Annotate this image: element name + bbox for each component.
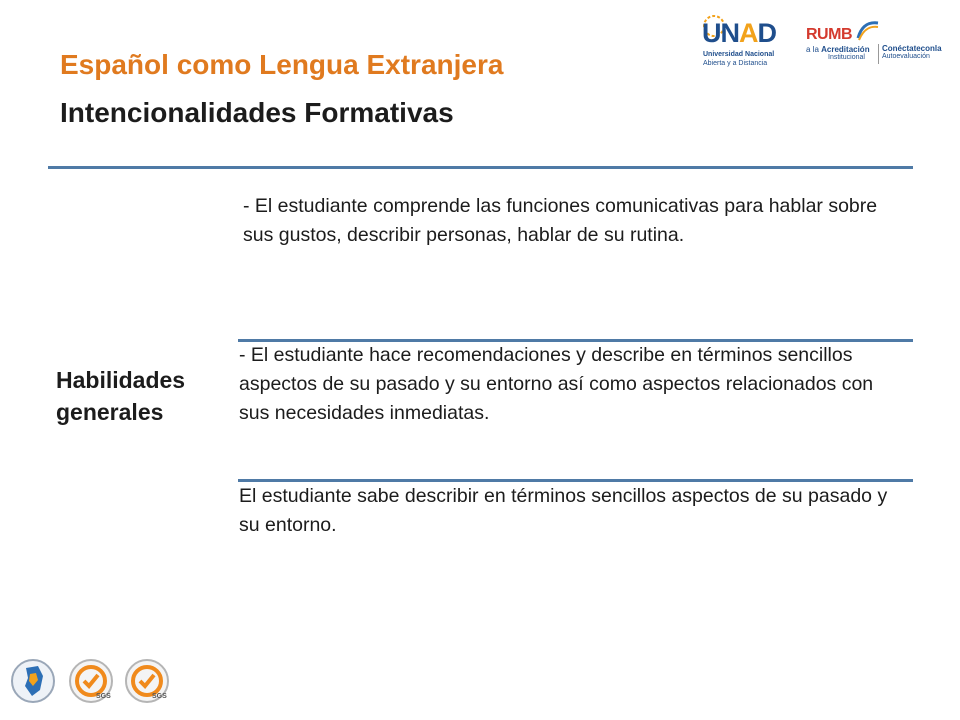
unad-name-line1: Universidad Nacional — [703, 51, 775, 58]
rumbo-separator — [878, 44, 879, 64]
seal-label: SGS — [96, 693, 111, 700]
rumbo-side-line2: Autoevaluación — [882, 53, 930, 60]
table-cell-1: - El estudiante comprende las funciones comunicativas para hablar sobre sus gustos, describir personas, hablar de su rutina. — [243, 195, 878, 246]
rumbo-logo-icon — [856, 20, 880, 42]
rumbo-line1: a la Acreditación — [806, 45, 870, 54]
rumbo-side-line1: Conéctateconla — [882, 44, 942, 53]
seal-label: SGS — [152, 693, 167, 700]
rumbo-line2: Institucional — [828, 54, 865, 61]
table-top-rule — [48, 166, 913, 169]
row-label: Habilidades generales — [56, 367, 186, 425]
colombia-map-seal-icon — [10, 656, 56, 706]
unad-wordmark: UNAD — [702, 18, 776, 48]
table-cell-2: - El estudiante hace recomendaciones y describe en términos sencillos aspectos de su pasado y su entorno así como aspectos relacionados con sus necesidades inmediatas. — [239, 344, 874, 424]
unad-logo — [700, 10, 795, 70]
unad-name-line2: Abierta y a Distancia — [703, 60, 768, 67]
rumbo-wordmark: RUMB — [806, 26, 852, 43]
table-cell-3: El estudiante sabe describir en términos sencillos aspectos de su pasado y su entorno. — [239, 485, 888, 536]
rumbo-logo — [806, 20, 956, 66]
page-title: Español como Lengua Extranjera — [60, 49, 504, 80]
page-subtitle: Intencionalidades Formativas — [60, 97, 454, 128]
